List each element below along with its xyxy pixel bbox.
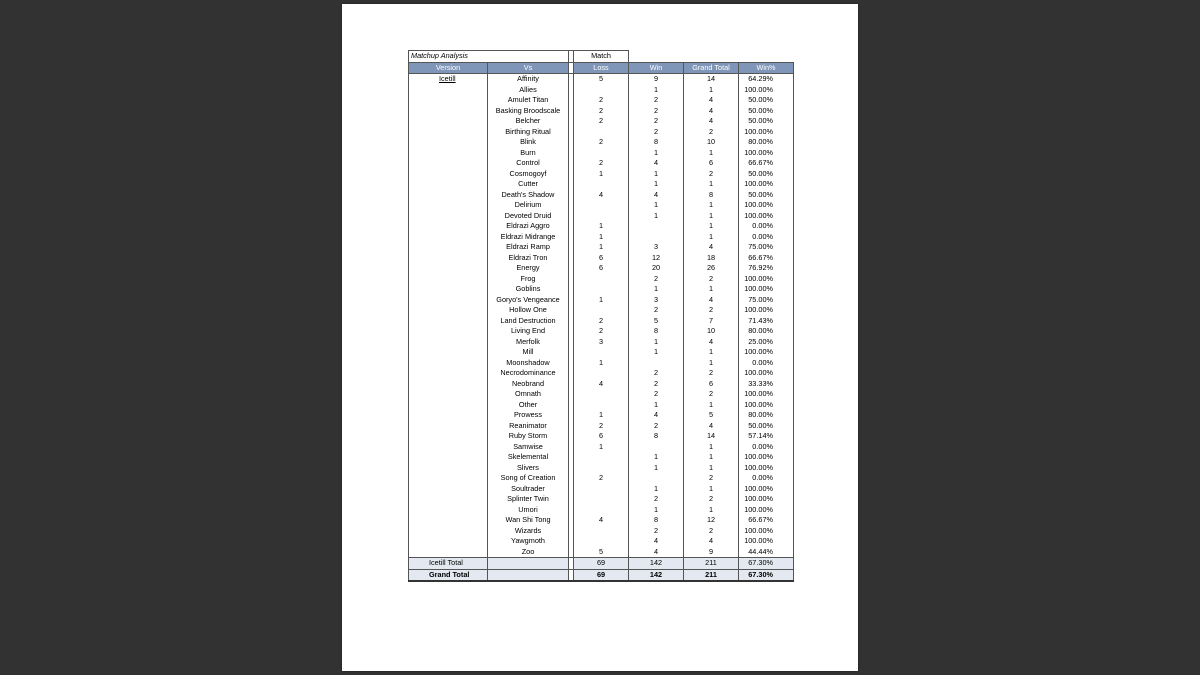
grand-total-cell: 1 — [684, 179, 739, 190]
win-cell: 8 — [629, 326, 684, 337]
grand-total-cell: 4 — [684, 116, 739, 127]
loss-cell: 2 — [574, 316, 629, 327]
vs-cell: Goblins — [488, 284, 569, 295]
empty-cell — [488, 569, 569, 581]
vs-cell: Zoo — [488, 547, 569, 558]
grand-total-cell: 1 — [684, 232, 739, 243]
win-pct-cell: 100.00% — [739, 148, 794, 159]
win-cell: 2 — [629, 127, 684, 138]
win-cell: 1 — [629, 200, 684, 211]
vs-cell: Blink — [488, 137, 569, 148]
loss-cell — [574, 494, 629, 505]
win-cell: 3 — [629, 295, 684, 306]
win-cell: 1 — [629, 505, 684, 516]
win-cell — [629, 232, 684, 243]
win-pct-cell: 44.44% — [739, 547, 794, 558]
total-label: Icetill Total — [409, 558, 488, 570]
win-cell: 1 — [629, 452, 684, 463]
vs-cell: Other — [488, 400, 569, 411]
vs-cell: Necrodominance — [488, 368, 569, 379]
loss-cell: 1 — [574, 442, 629, 453]
win-pct-cell: 25.00% — [739, 337, 794, 348]
win-pct-cell: 100.00% — [739, 179, 794, 190]
header-vs: Vs — [488, 62, 569, 74]
grand-total-cell: 2 — [684, 305, 739, 316]
win-cell: 2 — [629, 95, 684, 106]
win-cell: 1 — [629, 148, 684, 159]
grand-total-cell: 4 — [684, 536, 739, 547]
total-win: 142 — [629, 569, 684, 581]
win-pct-cell: 50.00% — [739, 421, 794, 432]
win-cell: 8 — [629, 137, 684, 148]
vs-cell: Birthing Ritual — [488, 127, 569, 138]
grand-total-cell: 4 — [684, 106, 739, 117]
vs-cell: Frog — [488, 274, 569, 285]
loss-cell: 6 — [574, 263, 629, 274]
vs-cell: Energy — [488, 263, 569, 274]
vs-cell: Yawgmoth — [488, 536, 569, 547]
win-cell: 1 — [629, 85, 684, 96]
loss-cell — [574, 200, 629, 211]
column-header-row — [409, 62, 794, 74]
vs-cell: Land Destruction — [488, 316, 569, 327]
loss-cell — [574, 536, 629, 547]
vs-cell: Merfolk — [488, 337, 569, 348]
win-pct-cell: 71.43% — [739, 316, 794, 327]
loss-cell: 1 — [574, 295, 629, 306]
grand-total-cell: 4 — [684, 242, 739, 253]
win-pct-cell: 100.00% — [739, 536, 794, 547]
empty-cell — [629, 51, 684, 63]
grand-total-cell: 2 — [684, 127, 739, 138]
loss-cell: 2 — [574, 116, 629, 127]
grand-total-cell: 2 — [684, 494, 739, 505]
win-pct-cell: 0.00% — [739, 232, 794, 243]
total-loss: 69 — [574, 569, 629, 581]
loss-cell — [574, 400, 629, 411]
loss-cell: 5 — [574, 74, 629, 85]
loss-cell: 1 — [574, 221, 629, 232]
header-grand-total: Grand Total — [684, 62, 739, 74]
vs-cell: Eldrazi Ramp — [488, 242, 569, 253]
vs-cell: Splinter Twin — [488, 494, 569, 505]
loss-cell — [574, 452, 629, 463]
vs-cell: Hollow One — [488, 305, 569, 316]
win-pct-cell: 100.00% — [739, 368, 794, 379]
win-cell: 1 — [629, 347, 684, 358]
loss-cell: 6 — [574, 431, 629, 442]
win-pct-cell: 100.00% — [739, 526, 794, 537]
grand-total-cell: 4 — [684, 95, 739, 106]
vs-cell: Control — [488, 158, 569, 169]
win-cell: 2 — [629, 368, 684, 379]
grand-total-cell: 2 — [684, 526, 739, 537]
loss-cell: 2 — [574, 473, 629, 484]
loss-cell: 1 — [574, 242, 629, 253]
grand-total-cell: 1 — [684, 85, 739, 96]
total-win: 142 — [629, 558, 684, 570]
grand-total-cell: 2 — [684, 274, 739, 285]
win-pct-cell: 100.00% — [739, 127, 794, 138]
grand-total-cell: 2 — [684, 368, 739, 379]
loss-cell — [574, 505, 629, 516]
empty-cell — [739, 51, 794, 63]
match-group-header: Match — [574, 51, 629, 63]
win-cell: 2 — [629, 494, 684, 505]
win-cell: 4 — [629, 158, 684, 169]
win-cell: 2 — [629, 389, 684, 400]
loss-cell — [574, 484, 629, 495]
win-cell: 1 — [629, 169, 684, 180]
loss-cell: 4 — [574, 190, 629, 201]
total-loss: 69 — [574, 558, 629, 570]
win-pct-cell: 64.29% — [739, 74, 794, 85]
win-pct-cell: 100.00% — [739, 389, 794, 400]
win-pct-cell: 66.67% — [739, 158, 794, 169]
grand-total-cell: 6 — [684, 379, 739, 390]
grand-total-cell: 1 — [684, 211, 739, 222]
vs-cell: Neobrand — [488, 379, 569, 390]
vs-cell: Amulet Titan — [488, 95, 569, 106]
grand-total-cell: 1 — [684, 284, 739, 295]
loss-cell: 5 — [574, 547, 629, 558]
loss-cell: 1 — [574, 410, 629, 421]
grand-total-cell: 1 — [684, 463, 739, 474]
win-pct-cell: 50.00% — [739, 190, 794, 201]
loss-cell: 2 — [574, 137, 629, 148]
vs-cell: Reanimator — [488, 421, 569, 432]
vs-cell: Eldrazi Tron — [488, 253, 569, 264]
loss-cell — [574, 347, 629, 358]
win-pct-cell: 80.00% — [739, 137, 794, 148]
table-row — [409, 74, 794, 85]
vs-cell: Mill — [488, 347, 569, 358]
vs-cell: Wan Shi Tong — [488, 515, 569, 526]
win-cell: 4 — [629, 190, 684, 201]
win-cell: 1 — [629, 211, 684, 222]
grand-total-cell: 4 — [684, 421, 739, 432]
version-cell: Icetill — [409, 74, 488, 558]
vs-cell: Prowess — [488, 410, 569, 421]
loss-cell — [574, 274, 629, 285]
loss-cell: 4 — [574, 379, 629, 390]
vs-cell: Burn — [488, 148, 569, 159]
vs-cell: Death's Shadow — [488, 190, 569, 201]
total-win-pct: 67.30% — [739, 558, 794, 570]
win-pct-cell: 100.00% — [739, 305, 794, 316]
loss-cell — [574, 463, 629, 474]
win-pct-cell: 100.00% — [739, 284, 794, 295]
vs-cell: Basking Broodscale — [488, 106, 569, 117]
loss-cell: 6 — [574, 253, 629, 264]
vs-cell: Living End — [488, 326, 569, 337]
win-cell: 1 — [629, 337, 684, 348]
loss-cell: 2 — [574, 106, 629, 117]
grand-total-cell: 4 — [684, 295, 739, 306]
vs-cell: Cutter — [488, 179, 569, 190]
win-pct-cell: 100.00% — [739, 400, 794, 411]
grand-total-cell: 4 — [684, 337, 739, 348]
win-cell: 2 — [629, 421, 684, 432]
grand-total-cell: 9 — [684, 547, 739, 558]
loss-cell — [574, 284, 629, 295]
vs-cell: Umori — [488, 505, 569, 516]
loss-cell: 2 — [574, 421, 629, 432]
loss-cell — [574, 127, 629, 138]
loss-cell — [574, 526, 629, 537]
win-pct-cell: 100.00% — [739, 85, 794, 96]
vs-cell: Affinity — [488, 74, 569, 85]
vs-cell: Samwise — [488, 442, 569, 453]
win-cell: 2 — [629, 116, 684, 127]
loss-cell: 3 — [574, 337, 629, 348]
grand-total-cell: 6 — [684, 158, 739, 169]
vs-cell: Omnath — [488, 389, 569, 400]
win-cell: 4 — [629, 547, 684, 558]
win-cell: 20 — [629, 263, 684, 274]
win-pct-cell: 0.00% — [739, 221, 794, 232]
total-win-pct: 67.30% — [739, 569, 794, 581]
vs-cell: Eldrazi Midrange — [488, 232, 569, 243]
grand-total-cell: 1 — [684, 221, 739, 232]
win-pct-cell: 100.00% — [739, 452, 794, 463]
win-pct-cell: 75.00% — [739, 242, 794, 253]
vs-cell: Wizards — [488, 526, 569, 537]
grand-total-row — [409, 569, 794, 581]
grand-total-cell: 26 — [684, 263, 739, 274]
header-loss: Loss — [574, 62, 629, 74]
grand-total-cell: 1 — [684, 484, 739, 495]
grand-total-cell: 1 — [684, 347, 739, 358]
grand-total-cell: 2 — [684, 473, 739, 484]
win-pct-cell: 66.67% — [739, 253, 794, 264]
grand-total-cell: 1 — [684, 358, 739, 369]
loss-cell — [574, 389, 629, 400]
grand-total-cell: 1 — [684, 505, 739, 516]
win-cell: 8 — [629, 431, 684, 442]
total-grand: 211 — [684, 569, 739, 581]
win-pct-cell: 50.00% — [739, 106, 794, 117]
grand-total-cell: 1 — [684, 452, 739, 463]
win-pct-cell: 0.00% — [739, 473, 794, 484]
icetill-total-row — [409, 558, 794, 570]
win-pct-cell: 80.00% — [739, 410, 794, 421]
vs-cell: Song of Creation — [488, 473, 569, 484]
grand-total-cell: 2 — [684, 169, 739, 180]
win-pct-cell: 76.92% — [739, 263, 794, 274]
win-cell — [629, 358, 684, 369]
vs-cell: Devoted Druid — [488, 211, 569, 222]
win-cell: 2 — [629, 526, 684, 537]
loss-cell — [574, 368, 629, 379]
win-cell: 2 — [629, 305, 684, 316]
document-page — [342, 4, 858, 671]
loss-cell: 1 — [574, 232, 629, 243]
empty-cell — [684, 51, 739, 63]
matchup-pivot-table — [408, 50, 794, 582]
grand-total-cell: 1 — [684, 148, 739, 159]
win-cell: 2 — [629, 379, 684, 390]
win-pct-cell: 80.00% — [739, 326, 794, 337]
vs-cell: Goryo's Vengeance — [488, 295, 569, 306]
title-row — [409, 51, 794, 63]
win-pct-cell: 33.33% — [739, 379, 794, 390]
win-cell: 1 — [629, 284, 684, 295]
win-cell: 5 — [629, 316, 684, 327]
pivot-table-body — [409, 51, 794, 582]
win-pct-cell: 57.14% — [739, 431, 794, 442]
vs-cell: Soultrader — [488, 484, 569, 495]
win-cell: 1 — [629, 179, 684, 190]
loss-cell — [574, 179, 629, 190]
grand-total-cell: 12 — [684, 515, 739, 526]
vs-cell: Ruby Storm — [488, 431, 569, 442]
loss-cell: 1 — [574, 169, 629, 180]
win-pct-cell: 100.00% — [739, 274, 794, 285]
grand-total-cell: 14 — [684, 74, 739, 85]
win-cell: 1 — [629, 400, 684, 411]
loss-cell: 1 — [574, 358, 629, 369]
win-cell: 4 — [629, 410, 684, 421]
grand-total-cell: 10 — [684, 326, 739, 337]
win-cell: 3 — [629, 242, 684, 253]
header-win: Win — [629, 62, 684, 74]
loss-cell — [574, 305, 629, 316]
win-pct-cell: 100.00% — [739, 484, 794, 495]
win-pct-cell: 100.00% — [739, 200, 794, 211]
win-pct-cell: 100.00% — [739, 347, 794, 358]
grand-total-cell: 18 — [684, 253, 739, 264]
win-cell — [629, 221, 684, 232]
loss-cell: 4 — [574, 515, 629, 526]
win-pct-cell: 50.00% — [739, 95, 794, 106]
vs-cell: Skelemental — [488, 452, 569, 463]
grand-total-cell: 1 — [684, 400, 739, 411]
win-cell: 12 — [629, 253, 684, 264]
loss-cell: 2 — [574, 158, 629, 169]
total-label: Grand Total — [409, 569, 488, 581]
vs-cell: Slivers — [488, 463, 569, 474]
grand-total-cell: 1 — [684, 442, 739, 453]
grand-total-cell: 2 — [684, 389, 739, 400]
header-win-pct: Win% — [739, 62, 794, 74]
win-cell: 2 — [629, 274, 684, 285]
loss-cell: 2 — [574, 326, 629, 337]
win-pct-cell: 66.67% — [739, 515, 794, 526]
grand-total-cell: 1 — [684, 200, 739, 211]
vs-cell: Eldrazi Aggro — [488, 221, 569, 232]
win-cell: 1 — [629, 484, 684, 495]
win-cell — [629, 473, 684, 484]
win-pct-cell: 100.00% — [739, 463, 794, 474]
vs-cell: Allies — [488, 85, 569, 96]
loss-cell — [574, 211, 629, 222]
win-pct-cell: 100.00% — [739, 494, 794, 505]
header-version: Version — [409, 62, 488, 74]
grand-total-cell: 10 — [684, 137, 739, 148]
win-pct-cell: 100.00% — [739, 211, 794, 222]
vs-cell: Delirium — [488, 200, 569, 211]
empty-cell — [488, 558, 569, 570]
total-grand: 211 — [684, 558, 739, 570]
win-pct-cell: 75.00% — [739, 295, 794, 306]
vs-cell: Cosmogoyf — [488, 169, 569, 180]
win-cell: 2 — [629, 106, 684, 117]
vs-cell: Moonshadow — [488, 358, 569, 369]
win-cell: 4 — [629, 536, 684, 547]
grand-total-cell: 5 — [684, 410, 739, 421]
win-pct-cell: 50.00% — [739, 116, 794, 127]
win-pct-cell: 50.00% — [739, 169, 794, 180]
grand-total-cell: 8 — [684, 190, 739, 201]
win-pct-cell: 0.00% — [739, 358, 794, 369]
win-pct-cell: 0.00% — [739, 442, 794, 453]
loss-cell — [574, 85, 629, 96]
grand-total-cell: 14 — [684, 431, 739, 442]
loss-cell — [574, 148, 629, 159]
loss-cell: 2 — [574, 95, 629, 106]
table-title: Matchup Analysis — [409, 51, 569, 63]
vs-cell: Belcher — [488, 116, 569, 127]
win-pct-cell: 100.00% — [739, 505, 794, 516]
win-cell: 8 — [629, 515, 684, 526]
win-cell: 1 — [629, 463, 684, 474]
win-cell: 9 — [629, 74, 684, 85]
win-cell — [629, 442, 684, 453]
grand-total-cell: 7 — [684, 316, 739, 327]
